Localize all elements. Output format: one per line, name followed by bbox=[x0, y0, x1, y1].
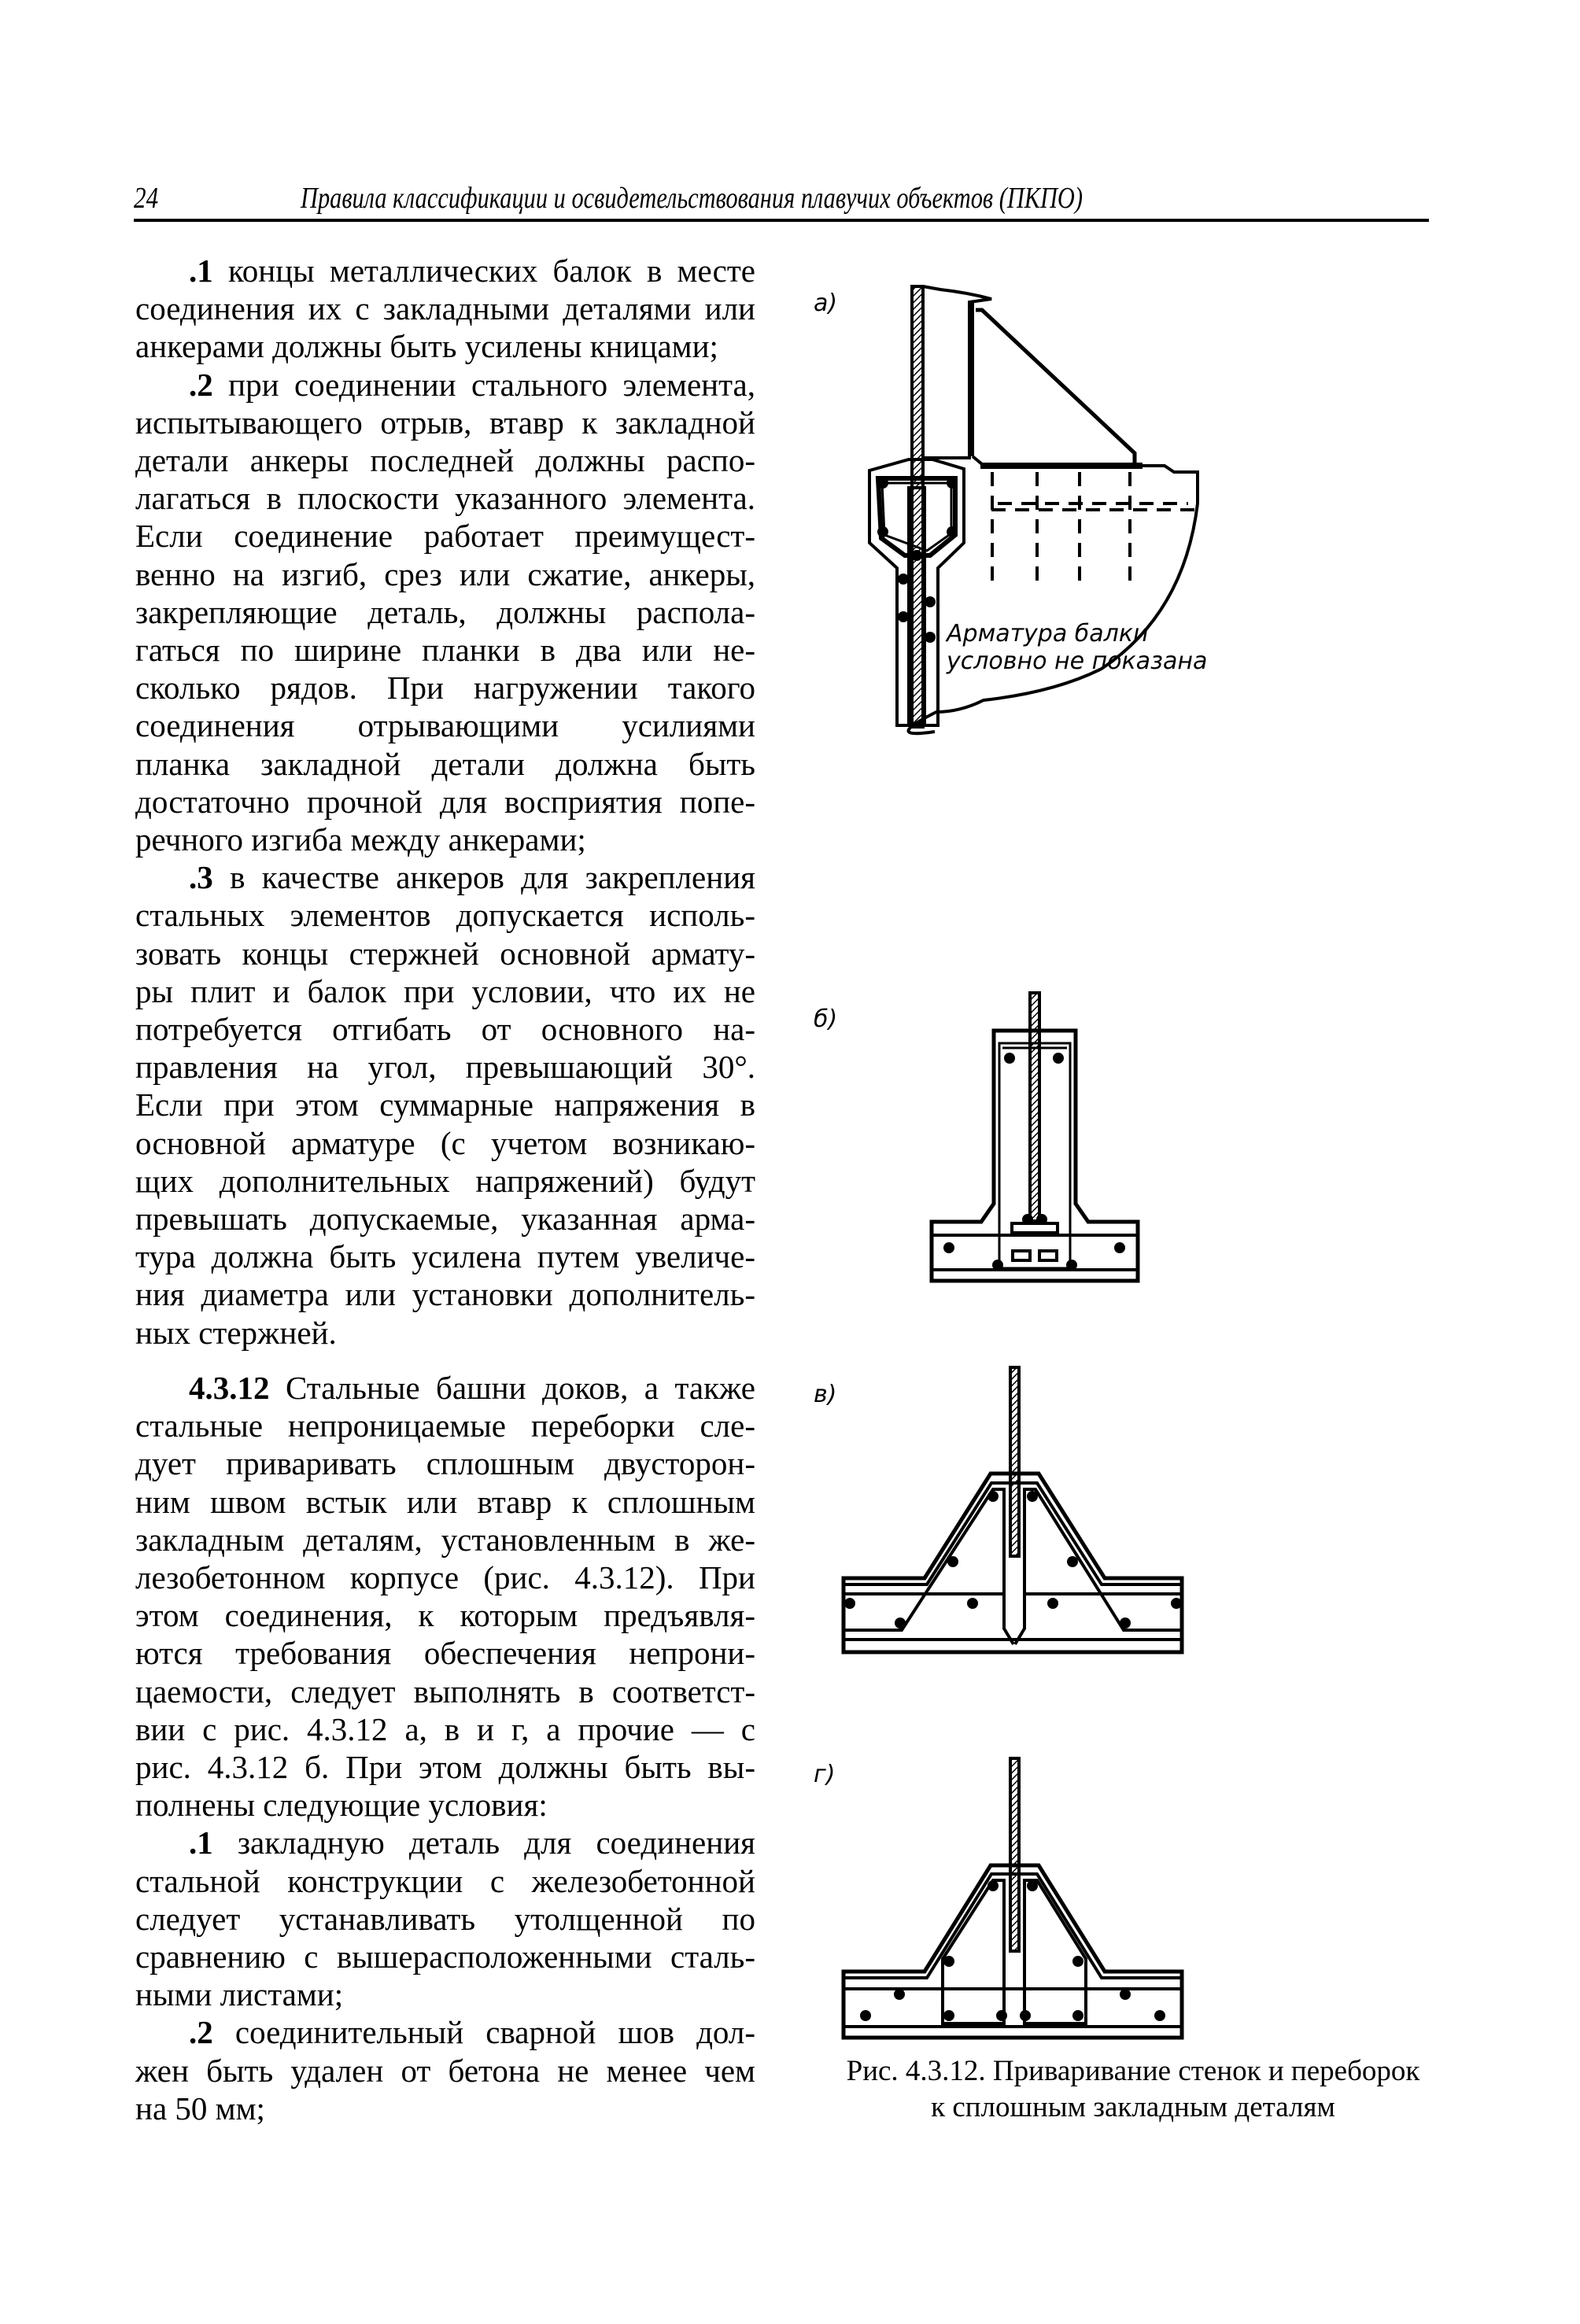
text-line: .2 соединительный сварной шов дол- bbox=[189, 2014, 755, 2051]
text-line: лагаться в плоскости указанного элемента. bbox=[135, 480, 755, 517]
page-number: 24 bbox=[134, 182, 159, 215]
text-line: ры плит и балок при условии, что их не bbox=[135, 972, 755, 1009]
clause-number: .2 bbox=[189, 2014, 213, 2051]
text-line: зовать концы стержней основной армату- bbox=[135, 935, 755, 972]
text-line: ются требования обеспечения непрони- bbox=[135, 1635, 755, 1672]
text-line: сравнению с вышерасположенными сталь- bbox=[135, 1938, 755, 1975]
text-line: .3 в качестве анкеров для закрепления bbox=[189, 859, 755, 896]
text-line: потребуется отгибать от основного на- bbox=[135, 1011, 755, 1048]
figure-caption bbox=[810, 2053, 1456, 2126]
text-line: ных стержней. bbox=[135, 1314, 337, 1351]
text-line: жен быть удален от бетона не менее чем bbox=[135, 2052, 755, 2089]
text-line: речного изгиба между анкерами; bbox=[135, 821, 586, 858]
panel-label-v: в) bbox=[814, 1381, 837, 1408]
text-line: детали анкеры последней должны распо- bbox=[135, 442, 755, 479]
clause-number: .1 bbox=[189, 1824, 213, 1861]
text-line: следует устанавливать утолщенной по bbox=[135, 1900, 755, 1937]
text-line: венно на изгиб, срез или сжатие, анкеры, bbox=[135, 555, 755, 592]
text-line: закладным деталям, установленным в же- bbox=[135, 1521, 755, 1558]
text-line: щих дополнительных напряжений) будут bbox=[135, 1162, 755, 1199]
text-line: ными листами; bbox=[135, 1976, 344, 2013]
text-line: сколько рядов. При нагружении такого bbox=[135, 670, 755, 706]
panel-a-note-line1: Арматура балки bbox=[947, 620, 1149, 647]
text-line: Если при этом суммарные напряжения в bbox=[135, 1086, 755, 1123]
text-line: этом соединения, к которым предъявля- bbox=[135, 1597, 755, 1634]
text-line: .1 концы металлических балок в месте bbox=[189, 253, 755, 289]
text-line: гаться по ширине планки в два или не- bbox=[135, 632, 755, 669]
panel-label-b: б) bbox=[814, 1005, 838, 1033]
figure-caption-line2: к сплошным закладным деталям bbox=[931, 2091, 1335, 2123]
text-line: планка закладной детали должна быть bbox=[135, 745, 755, 782]
panel-b-drawing bbox=[932, 993, 1138, 1281]
text-line: закрепляющие деталь, должны распола- bbox=[135, 593, 755, 630]
text-line: стальной конструкции с железобетонной bbox=[135, 1862, 755, 1899]
clause-number: .1 bbox=[189, 253, 213, 289]
text-line: цаемости, следует выполнять в соответст- bbox=[135, 1673, 755, 1710]
text-line: вии с рис. 4.3.12 а, в и г, а прочие — с bbox=[135, 1710, 755, 1747]
text-line: дует приваривать сплошным двусторон- bbox=[135, 1445, 755, 1482]
clause-number: .2 bbox=[189, 366, 213, 403]
text-line: 4.3.12 Стальные башни доков, а также bbox=[189, 1369, 755, 1406]
panel-g-drawing bbox=[844, 1758, 1182, 2038]
text-line: ния диаметра или установки дополнитель- bbox=[135, 1276, 755, 1313]
text-line: правления на угол, превышающий 30°. bbox=[135, 1049, 755, 1086]
panel-label-a: а) bbox=[814, 290, 838, 317]
figure-caption-line1: Рис. 4.3.12. Приваривание стенок и переборок bbox=[846, 2055, 1420, 2087]
text-line: превышать допускаемые, указанная арма- bbox=[135, 1201, 755, 1238]
text-line: достаточно прочной для восприятия попе- bbox=[135, 783, 755, 820]
clause-number: .3 bbox=[189, 859, 213, 896]
text-line: рис. 4.3.12 б. При этом должны быть вы- bbox=[135, 1748, 755, 1785]
panel-label-g: г) bbox=[814, 1761, 836, 1788]
text-line: лезобетонном корпусе (рис. 4.3.12). При bbox=[135, 1559, 755, 1595]
panel-a-note-line2: условно не показана bbox=[947, 647, 1208, 675]
text-line: .1 закладную деталь для соединения bbox=[189, 1824, 755, 1861]
text-line: на 50 мм; bbox=[135, 2090, 265, 2127]
text-line: основной арматуре (с учетом возникаю- bbox=[135, 1124, 755, 1161]
text-line: Если соединение работает преимущест- bbox=[135, 518, 755, 555]
text-line: соединения их с закладными деталями или bbox=[135, 290, 755, 327]
text-line: полнены следующие условия: bbox=[135, 1787, 548, 1824]
text-line: стальных элементов допускается исполь- bbox=[135, 897, 755, 934]
panel-v-drawing bbox=[844, 1367, 1182, 1652]
clause-number: 4.3.12 bbox=[189, 1369, 270, 1406]
text-line: ним швом встык или втавр к сплошным bbox=[135, 1483, 755, 1520]
text-line: испытывающего отрыв, втавр к закладной bbox=[135, 404, 755, 441]
running-title: Правила классификации и освидетельствования плавучих объектов (ПКПО) bbox=[301, 182, 1083, 215]
text-line: анкерами должны быть усилены кницами; bbox=[135, 328, 718, 365]
text-line: соединения отрывающими усилиями bbox=[135, 707, 755, 744]
text-line: стальные непроницаемые переборки сле- bbox=[135, 1407, 755, 1444]
text-line: тура должна быть усилена путем увеличе- bbox=[135, 1238, 755, 1275]
text-line: .2 при соединении стального элемента, bbox=[189, 366, 755, 403]
